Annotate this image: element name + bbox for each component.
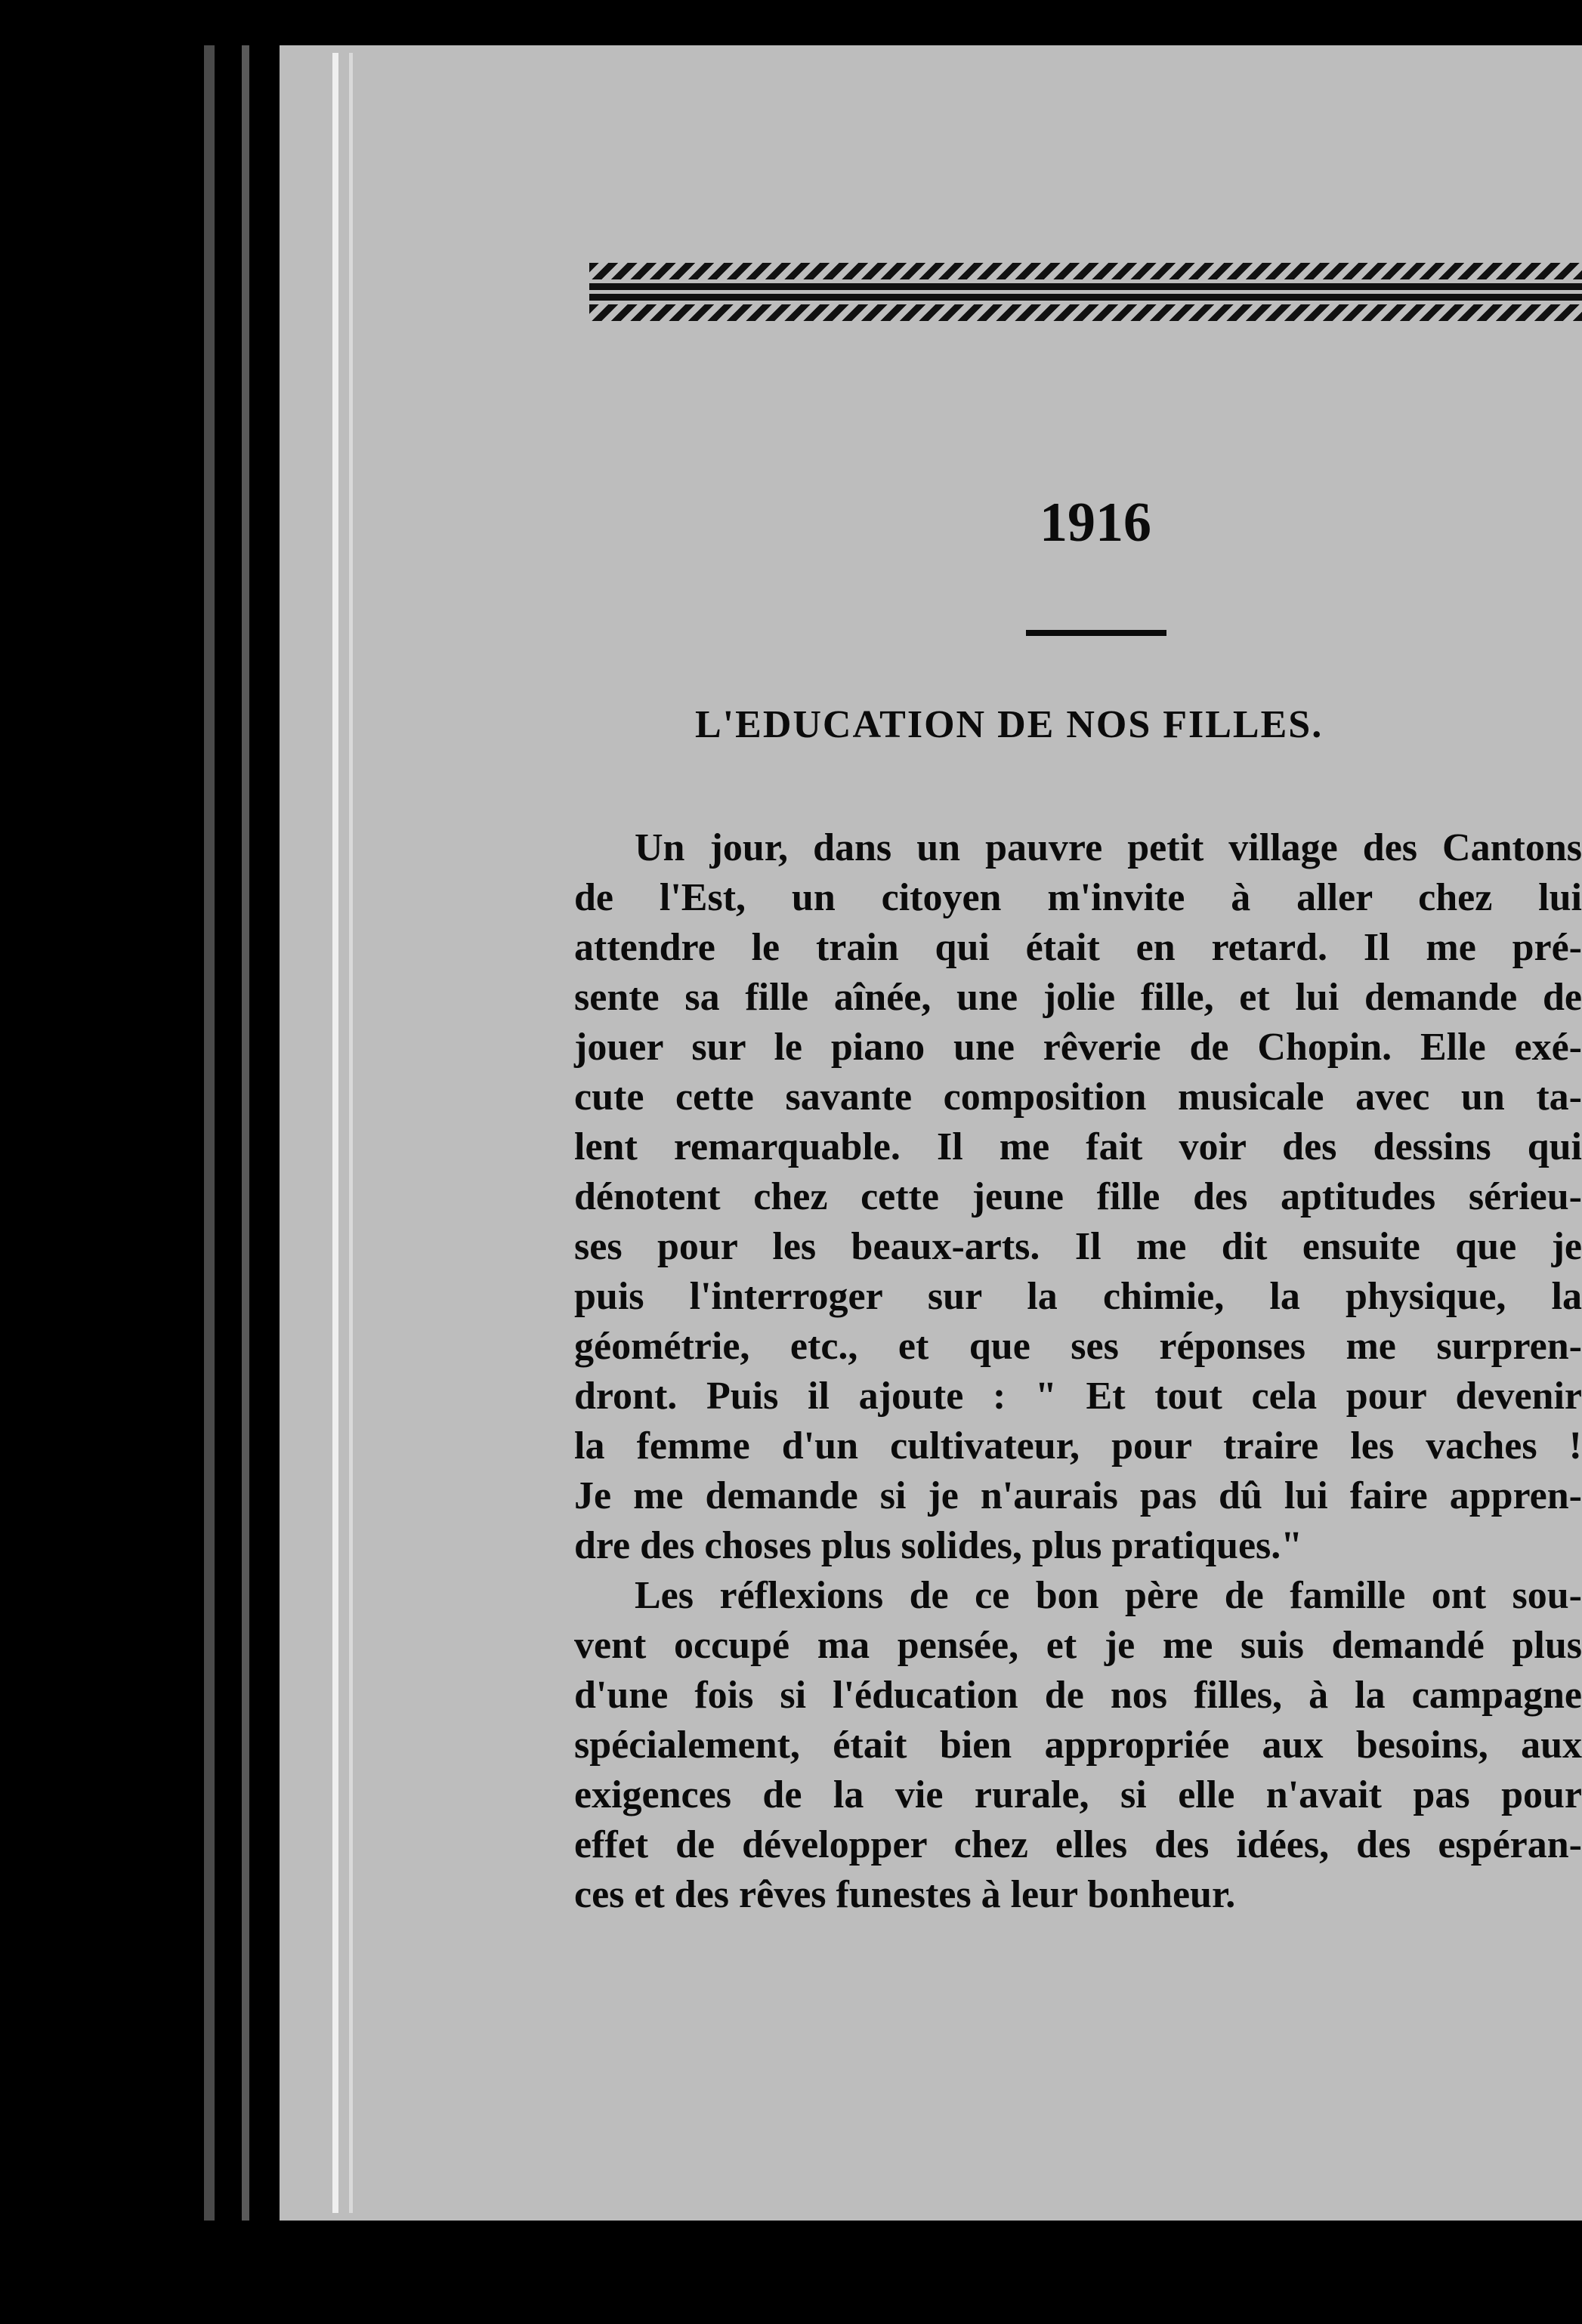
book-spine-edge-inner <box>242 45 249 2221</box>
header-ornament <box>589 263 1582 321</box>
text-line: vent occupé ma pensée, et je me suis demandé plus <box>574 1624 1582 1667</box>
text-line: sente sa fille aînée, une jolie fille, et lui demande de <box>574 976 1582 1019</box>
paragraph-2 <box>574 1571 1582 1920</box>
text-line: jouer sur le piano une rêverie de Chopin. Elle exé- <box>574 1026 1582 1069</box>
text-line: exigences de la vie rurale, si elle n'avait pas pour <box>574 1773 1582 1816</box>
page-edge-line-secondary <box>349 53 353 2213</box>
text-line: puis l'interroger sur la chimie, la physique, la <box>574 1275 1582 1318</box>
text-line: ses pour les beaux-arts. Il me dit ensuite que je <box>574 1225 1582 1268</box>
ornament-zigzag-top <box>589 263 1582 279</box>
text-line: la femme d'un cultivateur, pour traire les vaches ! <box>574 1424 1582 1468</box>
text-line: Je me demande si je n'aurais pas dû lui faire appren- <box>574 1474 1582 1517</box>
ornament-line <box>589 294 1582 301</box>
paragraph-1 <box>574 823 1582 1571</box>
text-line: dénotent chez cette jeune fille des aptitudes sérieu- <box>574 1175 1582 1218</box>
heading-rule <box>1026 630 1166 636</box>
text-line: dront. Puis il ajoute : " Et tout cela pour devenir <box>574 1375 1582 1418</box>
text-line: de l'Est, un citoyen m'invite à aller chez lui <box>574 876 1582 919</box>
text-line: Les réflexions de ce bon père de famille ont sou- <box>635 1574 1582 1617</box>
page-edge-line <box>332 53 338 2213</box>
text-line: dre des choses plus solides, plus pratiques." <box>574 1524 1303 1567</box>
text-line: d'une fois si l'éducation de nos filles, à la campagne <box>574 1674 1582 1717</box>
year-heading: 1916 <box>1040 492 1151 554</box>
book-spine-edge <box>204 45 215 2221</box>
text-line: lent remarquable. Il me fait voir des dessins qui <box>574 1125 1582 1168</box>
text-line: effet de développer chez elles des idées, des espéran- <box>574 1823 1582 1866</box>
chapter-title: L'EDUCATION DE NOS FILLES. <box>695 703 1324 746</box>
text-line: cute cette savante composition musicale avec un ta- <box>574 1076 1582 1119</box>
text-line: Un jour, dans un pauvre petit village des Cantons <box>635 826 1582 869</box>
ornament-line <box>589 283 1582 290</box>
text-line: géométrie, etc., et que ses réponses me surpren- <box>574 1325 1582 1368</box>
text-line: attendre le train qui était en retard. Il me pré- <box>574 926 1582 969</box>
text-line: ces et des rêves funestes à leur bonheur. <box>574 1873 1236 1916</box>
ornament-zigzag-bottom <box>589 304 1582 321</box>
text-line: spécialement, était bien appropriée aux besoins, aux <box>574 1724 1582 1767</box>
